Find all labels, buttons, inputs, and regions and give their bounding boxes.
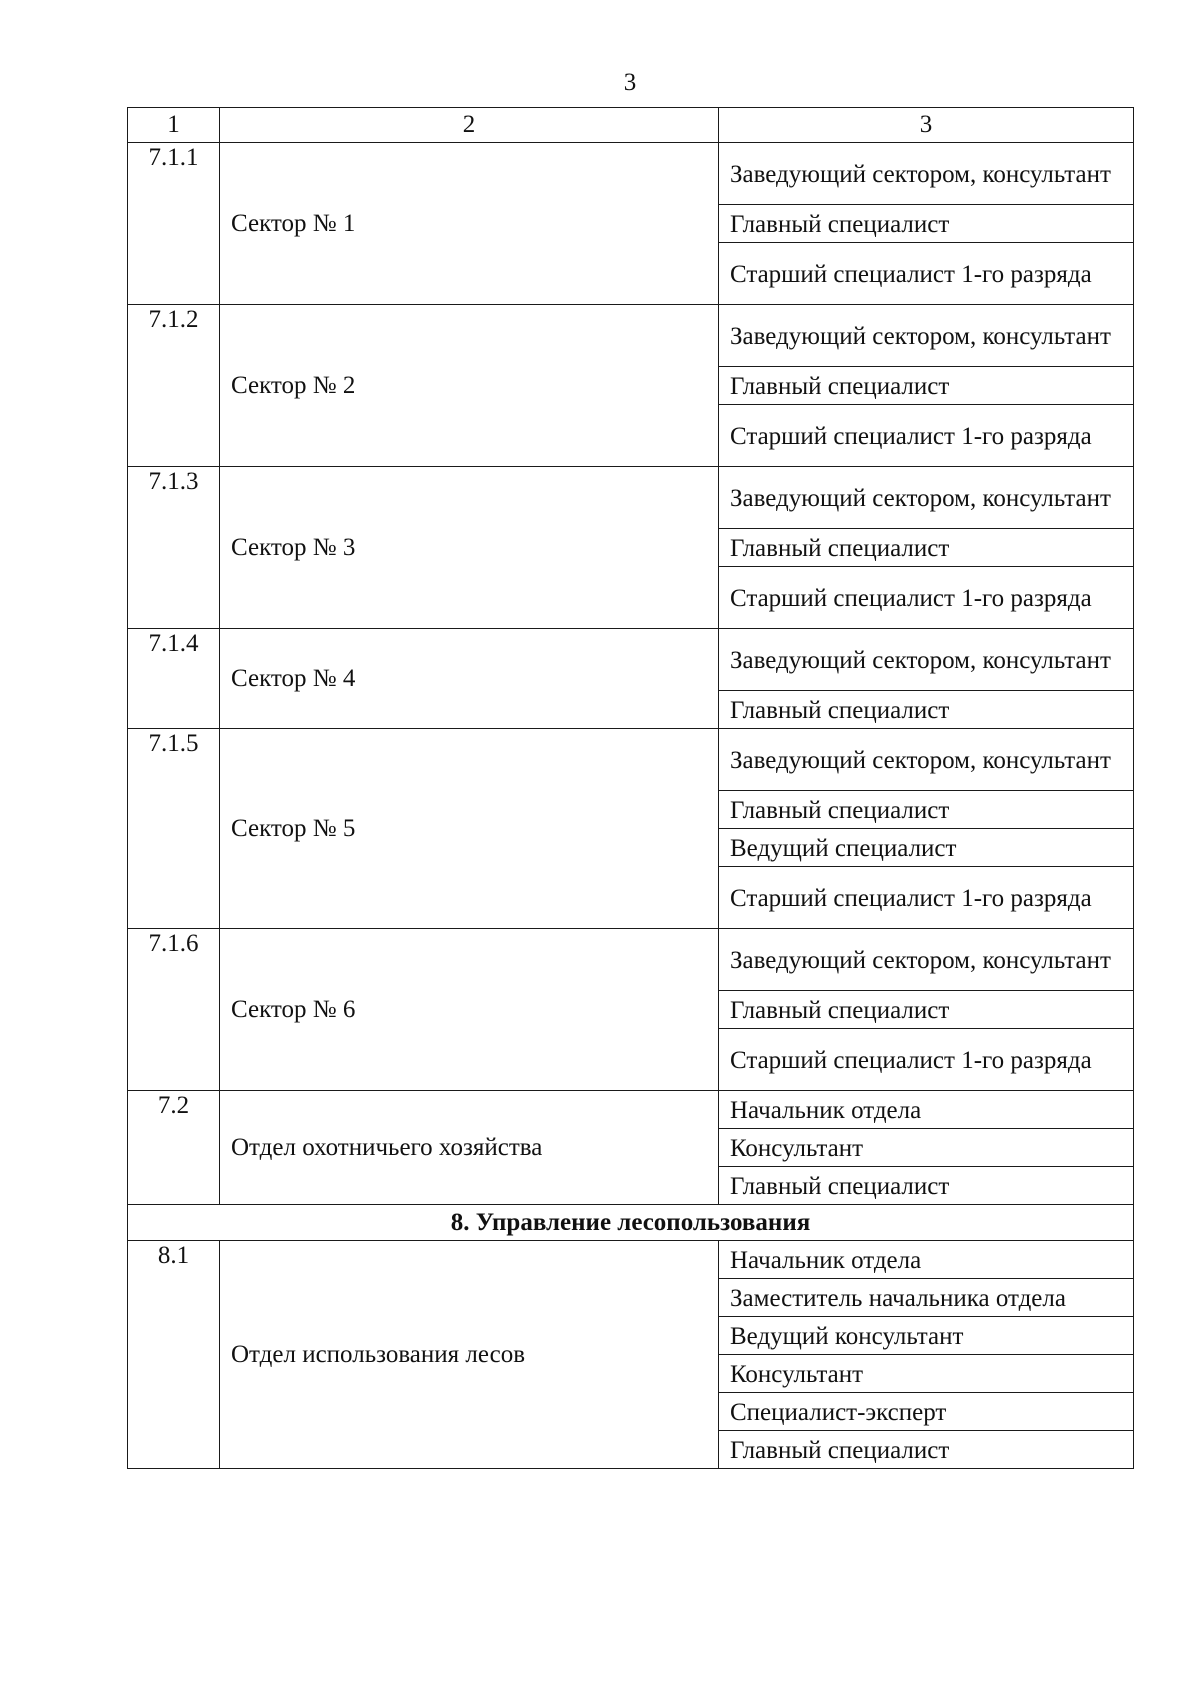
unit-name: Отдел охотничьего хозяйства	[220, 1091, 719, 1205]
position-title: Заведующий сектором, консультант	[719, 929, 1134, 991]
row-number: 7.1.3	[128, 467, 220, 629]
position-title: Главный специалист	[719, 1431, 1134, 1469]
position-title: Главный специалист	[719, 205, 1134, 243]
table-row	[128, 143, 1134, 205]
position-title: Заведующий сектором, консультант	[719, 467, 1134, 529]
row-number: 7.1.6	[128, 929, 220, 1091]
position-title: Консультант	[719, 1355, 1134, 1393]
position-title: Заведующий сектором, консультант	[719, 305, 1134, 367]
position-title: Заместитель начальника отдела	[719, 1279, 1134, 1317]
position-title: Специалист-эксперт	[719, 1393, 1134, 1431]
unit-name: Сектор № 5	[220, 729, 719, 929]
position-title: Главный специалист	[719, 791, 1134, 829]
position-title: Консультант	[719, 1129, 1134, 1167]
position-title: Главный специалист	[719, 991, 1134, 1029]
unit-name: Сектор № 3	[220, 467, 719, 629]
position-title: Ведущий специалист	[719, 829, 1134, 867]
position-title: Начальник отдела	[719, 1091, 1134, 1129]
position-title: Заведующий сектором, консультант	[719, 143, 1134, 205]
position-title: Главный специалист	[719, 691, 1134, 729]
table-row	[128, 467, 1134, 529]
position-title: Старший специалист 1-го разряда	[719, 567, 1134, 629]
row-number: 7.1.1	[128, 143, 220, 305]
position-title: Старший специалист 1-го разряда	[719, 867, 1134, 929]
unit-name: Сектор № 2	[220, 305, 719, 467]
unit-name: Сектор № 1	[220, 143, 719, 305]
position-title: Начальник отдела	[719, 1241, 1134, 1279]
header-col-1: 1	[128, 108, 220, 143]
table-row	[128, 729, 1134, 791]
row-number: 7.2	[128, 1091, 220, 1205]
table-body	[128, 108, 1134, 1469]
position-title: Главный специалист	[719, 1167, 1134, 1205]
row-number: 8.1	[128, 1241, 220, 1469]
table-row	[128, 629, 1134, 691]
position-title: Заведующий сектором, консультант	[719, 629, 1134, 691]
row-number: 7.1.2	[128, 305, 220, 467]
table-row	[128, 1091, 1134, 1129]
table-row	[128, 1241, 1134, 1279]
section-row	[128, 1205, 1134, 1241]
table-row	[128, 305, 1134, 367]
unit-name: Сектор № 4	[220, 629, 719, 729]
table-header-row	[128, 108, 1134, 143]
unit-name: Отдел использования лесов	[220, 1241, 719, 1469]
header-col-3: 3	[719, 108, 1134, 143]
staff-table	[127, 107, 1134, 1469]
table-row	[128, 929, 1134, 991]
section-title: 8. Управление лесопользования	[128, 1205, 1134, 1241]
position-title: Старший специалист 1-го разряда	[719, 405, 1134, 467]
position-title: Заведующий сектором, консультант	[719, 729, 1134, 791]
position-title: Старший специалист 1-го разряда	[719, 1029, 1134, 1091]
position-title: Главный специалист	[719, 529, 1134, 567]
page-number: 3	[623, 69, 637, 96]
position-title: Главный специалист	[719, 367, 1134, 405]
row-number: 7.1.4	[128, 629, 220, 729]
unit-name: Сектор № 6	[220, 929, 719, 1091]
header-col-2: 2	[220, 108, 719, 143]
position-title: Старший специалист 1-го разряда	[719, 243, 1134, 305]
position-title: Ведущий консультант	[719, 1317, 1134, 1355]
row-number: 7.1.5	[128, 729, 220, 929]
